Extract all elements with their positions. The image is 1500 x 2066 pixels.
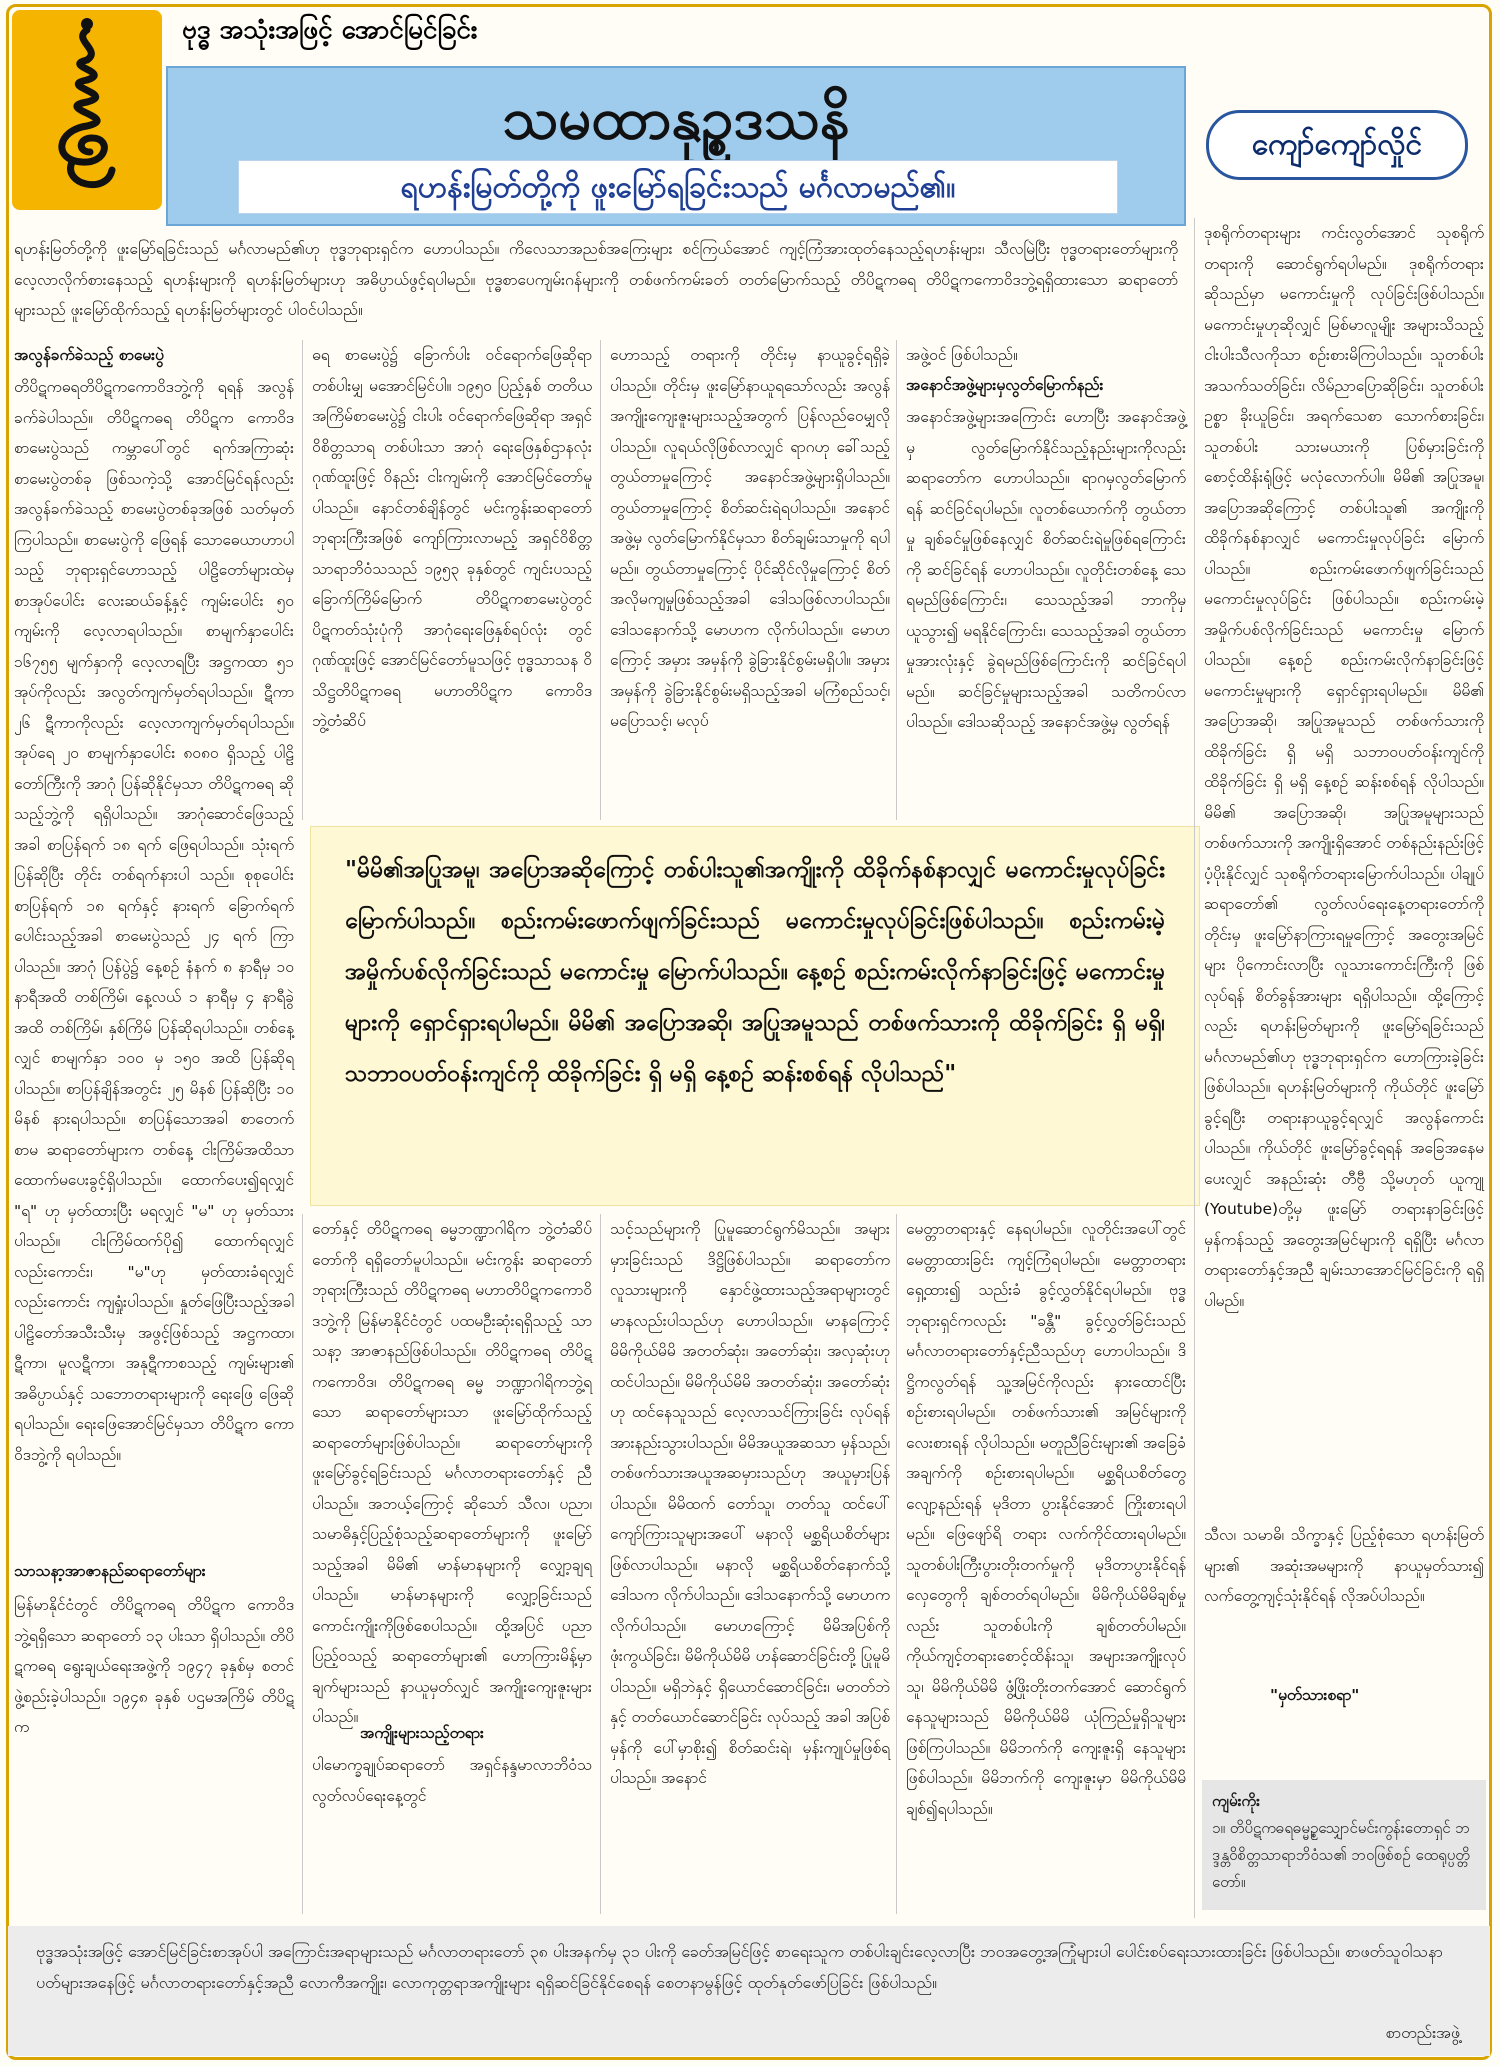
column-5-heading: "မှတ်သားစရာ" xyxy=(1270,1686,1360,1704)
column-5-top: ဒုစရိုက်တရားများ ကင်းလွတ်အောင် သုစရိုက်တရားကို ဆောင်ရွက်ရပါမည်။ ဒုစရိုက်တရားဆိုသည်မှာ မကောင်းမှုကို လုပ်ခြင်းဖြစ်ပါသည်။ မကောင်းမှုဟုဆိုလျှင် မြစ်မာလူမျိုး အများသိသည့် ငါးပါးသီလကိုသာ စဉ်းစားမိကြပါသည်။ သူတစ်ပါး အသက်သတ်ခြင်း၊ လိမ်ညာပြောဆိုခြင်း၊ သူတစ်ပါးဥစ္စာ ခိုးယူခြင်း၊ အရက်သေစာ သောက်စားခြင်း၊ သူတစ်ပါး သားမယားကို ပြစ်မှားခြင်းကို စောင့်ထိန်းရုံဖြင့် မလုံလောက်ပါ။ မိမိ၏ အပြုအမူ၊ အပြောအဆိုကြောင့် တစ်ပါးသူ၏ အကျိုးကို ထိခိုက်နစ်နာလျှင် မကောင်းမှုလုပ်ခြင်း မြောက်ပါသည်။ စည်းကမ်းဖောက်ဖျက်ခြင်းသည် မကောင်းမှုလုပ်ခြင်း ဖြစ်ပါသည်။ စည်းကမ်းမဲ့ အမှိုက်ပစ်လိုက်ခြင်းသည် မကောင်းမှု မြောက်ပါသည်။ နေ့စဉ် စည်းကမ်းလိုက်နာခြင်းဖြင့် မကောင်းမှုများကို ရှောင်ရှားရပါမည်။ မိမိ၏ အပြောအဆို၊ အပြုအမူသည် တစ်ဖက်သားကို ထိခိုက်ခြင်း ရှိ မရှိ သဘာဝပတ်ဝန်းကျင်ကို ထိခိုက်ခြင်း ရှိ မရှိ နေ့စဉ် ဆန်းစစ်ရန် လိုပါသည်။ မိမိ၏ အပြောအဆို၊ အပြုအမူများသည် တစ်ဖက်သားကို အကျိုးရှိအောင် တစ်နည်းနည်းဖြင့် ပံ့ပိုးနိုင်လျှင် သုစရိုက်တရားမြောက်ပါသည်။ ပါချုပ်ဆရာတော်၏ လွတ်လပ်ရေးနေ့တရားတော်ကို တိုင်းမှ ဖူးမြော်နာကြားရမှုကြောင့် အတွေးအမြင်များ ပိုကောင်းလာပြီး လူသားကောင်းကြီးကို ဖြစ်လုပ်ရန် စိတ်ခွန်အားများ ရရှိပါသည်။ ထို့ကြောင့်လည်း ရဟန်းမြတ်များကို ဖူးမြော်ရခြင်းသည် မင်္ဂလာမည်၏ဟု ဗုဒ္ဓဘုရားရှင်က ဟောကြားခဲ့ခြင်း ဖြစ်ပါသည်။ ရဟန်းမြတ်များကို ကိုယ်တိုင် ဖူးမြော်ခွင့်ရပြီး တရားနာယူခွင့်ရလျှင် အလွန်ကောင်းပါသည်။ ကိုယ်တိုင် ဖူးမြော်ခွင့်ရရန် အခြေအနေမပေးလျှင် အနည်းဆုံး တီဗွီ သို့မဟုတ် ယူကျု (Youtube)တို့မှ ဖူးမြော် တရားနာခြင်းဖြင့် မှန်ကန်သည့် အတွေးအမြင်များကို ရရှိပြီး မင်္ဂလာတရားတော်နှင့်အညီ ချမ်းသာအောင်မြင်ခြင်းကို ရရှိပါမည်။ xyxy=(1204,224,1484,1310)
footer-text: ဗုဒ္ဓအသုံးအဖြင့် အောင်မြင်ခြင်းစာအုပ်ပါ အကြောင်းအရာများသည် မင်္ဂလာတရားတော် ၃၈ ပါးအနက်မှ ၃၁ ပါးကို ခေတ်အမြင်ဖြင့် စာရေးသူက တစ်ပါးချင်းလေ့လာပြီး ဘဝအတွေ့အကြုံများပါ ပေါင်းစပ်ရေးသားထားခြင်း ဖြစ်ပါသည်။ စာဖတ်သူဝါသနာပတ်များအနေဖြင့် မင်္ဂလာတရားတော်နှင့်အညီ လောကီအကျိုး၊ လောကုတ္တရာအကျိုးများ ရရှိဆင်ခြင်နိုင်စေရန် စေတနာမွန်ဖြင့် ထုတ်နုတ်ဖော်ပြခြင်း ဖြစ်ပါသည်။ xyxy=(36,1942,1443,1992)
column-rule xyxy=(896,340,897,820)
column-4-top: အဖွဲ့ဝင် ဖြစ်ပါသည်။ xyxy=(906,346,1018,364)
references-heading: ကျမ်းကိုး xyxy=(1212,1792,1260,1810)
column-1-heading-2: သာသနာ့အာဇာနည်ဆရာတော်များ xyxy=(14,1562,206,1580)
column-3-bottom: သင့်သည်များကို ပြုမူဆောင်ရွက်မိသည်။ အများမှားခြင်းသည် ဒိဋ္ဌိဖြစ်ပါသည်။ ဆရာတော်က လူသားများကို နှောင်ဖွဲ့ထားသည့်အရာများတွင် မာနလည်းပါသည်ဟု ဟောပါသည်။ မာနကြောင့် မိမိကိုယ်မိမိ အတတ်ဆုံး၊ အတော်ဆုံး၊ အလှဆုံးဟု ထင်ပါသည်။ မိမိကိုယ်မိမိ အတတ်ဆုံး၊ အတော်ဆုံးဟု ထင်နေသူသည် လေ့လာသင်ကြားခြင်း လုပ်ရန် အားနည်းသွားပါသည်။ မိမိအယူအဆသာ မှန်သည်၊ တစ်ဖက်သားအယူအဆမှားသည်ဟု အယူမှားပြန်ပါသည်။ မိမိထက် တော်သူ၊ တတ်သူ ထင်ပေါ်ကျော်ကြားသူများအပေါ် မနာလို မစ္ဆရိယစိတ်များ ဖြစ်လာပါသည်။ မနာလို မစ္ဆရိယစိတ်နောက်သို့ ဒေါသက လိုက်ပါသည်။ ဒေါသနောက်သို့ မောဟက လိုက်ပါသည်။ မောဟကြောင့် မိမိအပြစ်ကို ဖုံးကွယ်ခြင်း၊ မိမိကိုယ်မိမိ ဟန်ဆောင်ခြင်းတို့ ပြုမူမိပါသည်။ မရှိဘဲနှင့် ရှိယောင်ဆောင်ခြင်း၊ မတတ်ဘဲနှင့် တတ်ယောင်ဆောင်ခြင်း လုပ်သည့် အခါ အပြစ်မှန်ကို ပေါ်မှာစိုး၍ စိတ်ဆင်းရဲ၊ မှန်းကျုပ်မှုဖြစ်ရပါသည်။ အနောင် xyxy=(610,1220,890,1787)
column-4-bottom: မေတ္တာတရားနှင့် နေရပါမည်။ လူတိုင်းအပေါ်တွင် မေတ္တာထားခြင်း ကျင့်ကြံရပါမည်။ မေတ္တာတရားရှေ့ထား၍ သည်းခံ ခွင့်လွှတ်နိုင်ရပါမည်။ ဗုဒ္ဓဘုရားရှင်ကလည်း "ခန္တီ" ခွင့်လွှတ်ခြင်းသည် မင်္ဂလာတရားတော်နှင့်ညီသည်ဟု ဟောပါသည်။ ဒိဋ္ဌိကလွတ်ရန် သူ့အမြင်ကိုလည်း နားထောင်ပြီး စဉ်းစားရပါမည်။ တစ်ဖက်သား၏ အမြင်များကို လေးစားရန် လိုပါသည်။ မတူညီခြင်းများ၏ အခြေခံအချက်ကို စဉ်းစားရပါမည်။ မစ္ဆရိယစိတ်တွေ လျော့နည်းရန် မုဒိတာ ပွားနိုင်အောင် ကြိုးစားရပါမည်။ ဖြေဖျော်ရိ တရား လက်ကိုင်ထားရပါမည်။ သူတစ်ပါးကြီးပွားတိုးတက်မှုကို မုဒိတာပွားနိုင်ရန် လှေတွေကို ချစ်တတ်ရပါမည်။ မိမိကိုယ်မိမိချစ်မှုလည်း သူတစ်ပါးကို ချစ်တတ်ပါမည်။ ကိုယ်ကျင့်တရားစောင့်ထိန်းသူ၊ အများအကျိုးလုပ်သူ၊ မိမိကိုယ်မိမိ ဖွံ့ဖြိုးတိုးတက်အောင် ဆောင်ရွက်နေသူများသည် မိမိကိုယ်မိမိ ယုံကြည်မှုရှိသူများ ဖြစ်ကြပါသည်။ မိမိဘက်ကို ကျေးဇူးရှိ နေသူများ ဖြစ်ပါသည်။ မိမိဘက်ကို ကျေးဇူးမှာ မိမိကိုယ်မိမိ ချစ်၍ရပါသည်။ xyxy=(906,1220,1186,1818)
column-2-tail: ပါမောက္ခချုပ်ဆရာတော် အရှင်နန္ဒမာလာဘိဝံသ လွတ်လပ်ရေးနေ့တွင် xyxy=(312,1756,592,1805)
references-text: ၁။ တိပိဋကဓရဓမ္မဥ္စသျှောင်မင်းကွန်းတောရှင် ဘဒ္ဒန္တဝိစိတ္တသာရာဘိဝံသ၏ ဘဝဖြစ်စဉ် ထေရုပ္ပတ္တိတော်။ xyxy=(1212,1819,1470,1891)
ornament-logo-icon xyxy=(12,10,162,210)
column-1-heading: အလွန်ခက်ခဲသည့် စာမေးပွဲ xyxy=(14,346,164,364)
column-rule xyxy=(600,340,601,820)
series-title: ဗုဒ္ဓ အသုံးအဖြင့် အောင်မြင်ခြင်း xyxy=(182,15,478,45)
references-box xyxy=(1202,1780,1486,1910)
ornament-logo xyxy=(12,10,162,210)
column-2-top: ဓရ စာမေးပွဲ၌ ခြောက်ပါး ဝင်ရောက်ဖြေဆိုရာ တစ်ပါးမျှ မအောင်မြင်ပါ။ ၁၉၅၀ ပြည့်နှစ် တတိယ အကြိမ်စာမေးပွဲ၌ ငါးပါး ဝင်ရောက်ဖြေဆိုရာ အရှင်ဝိစိတ္တသာရ တစ်ပါးသာ အာဂုံ ရေးဖြေနှစ်ဌာနလုံး ဂုဏ်ထူးဖြင့် ဝိနည်း ငါးကျမ်းကို အောင်မြင်တော်မူပါသည်။ နောင်တစ်ချိန်တွင် မင်းကွန်းဆရာတော် ဘုရားကြီးအဖြစ် ကျော်ကြားလာမည့် အရှင်ဝိစိတ္တသာရာဘိဝံသသည် ၁၉၅၃ ခုနှစ်တွင် ကျင်းပသည့် ခြောက်ကြိမ်မြောက် တိပိဋကစာမေးပွဲတွင် ပိဋကတ်သုံးပုံကို အာဂုံရေးဖြေနှစ်ရပ်လုံး တွင် ဂုဏ်ထူးဖြင့် အောင်မြင်တော်မူသဖြင့် ဗုဒ္ဓသာသန ဝိသိဋ္ဌတိပိဋကဓရ မဟာတိပိဋက ကောဝိဒ ဘွဲ့တံဆိပ် xyxy=(312,346,592,730)
column-1-top: တိပိဋကဓရတိပိဋကကောဝိဒဘွဲ့ကို ရရန် အလွန်ခက်ခဲပါသည်။ တိပိဋကဓရ တိပိဋက ကောဝိဒ စာမေးပွဲသည် ကမ္ဘာပေါ်တွင် ရက်အကြာဆုံးစာမေးပွဲတစ်ခု ဖြစ်သကဲ့သို့ အောင်မြင်ရန်လည်း အလွန်ခက်ခဲသည့် စာမေးပွဲတစ်ခုအဖြစ် သတ်မှတ်ကြပါသည်။ စာမေးပွဲကို ဖြေရန် သောဓေယာဟာပါသည့် ဘုရားရှင်ဟောသည့် ပါဠိတော်များထဲမှ စာအုပ်ပေါင်း လေးဆယ်ခန့်နှင့် ကျမ်းပေါင်း ၅၀ ကျမ်းကို လေ့လာရပါသည်။ စာမျက်နှာပေါင်း ၁၆၇၅၅ မျက်နှာကို လေ့လာရပြီး အဋ္ဌကထာ ၅၁ အုပ်ကိုလည်း အလွတ်ကျက်မှတ်ရပါသည်။ ဋီကာ ၂၆ ဋီကာကိုလည်း လေ့လာကျက်မှတ်ရပါသည်။ အုပ်ရေ ၂၀ စာမျက်နှာပေါင်း ၈၀၈၀ ရှိသည့် ပါဠိတော်ကြီးကို အာဂုံ ပြန်ဆိုနိုင်မှသာ တိပိဋကဓရ ဆိုသည့်ဘွဲ့ကို ရရှိပါသည်။ အာဂုံဆောင်ဖြေသည့် အခါ စာပြန်ရက် ၁၈ ရက် ဖြေရပါသည်။ သုံးရက် ပြန်ဆိုပြီး တိုင်း တစ်ရက်နားပါ သည်။ စုစုပေါင်း စာပြန်ရက် ၁၈ ရက်နှင့် နားရက် ခြောက်ရက် ပေါင်းသည့်အခါ စာမေးပွဲသည် ၂၄ ရက် ကြာပါသည်။ အာဂုံ ပြန်ပွဲ၌ နေ့စဉ် နံနက် ၈ နာရီမှ ၁၀ နာရီအထိ တစ်ကြိမ်၊ နေ့လယ် ၁ နာရီမှ ၄ နာရီခွဲအထိ တစ်ကြိမ်၊ နှစ်ကြိမ် ပြန်ဆိုရပါသည်။ တစ်နေ့လျှင် စာမျက်နှာ ၁၀၀ မှ ၁၅၀ အထိ ပြန်ဆိုရပါသည်။ စာပြန်ချိန်အတွင်း ၂၅ မိနစ် ပြန်ဆိုပြီး ၁၀ မိနစ် နားရပါသည်။ စာပြန်သောအခါ စာတေက်စာမ ဆရာတော်များက တစ်နေ့ ငါးကြိမ်အထိသာ ထောက်မပေးခွင့်ရှိပါသည်။ ထောက်ပေး၍ရလျှင် "ရ" ဟု မှတ်ထားပြီး မရလျှင် "မ" ဟု မှတ်သားပါသည်။ ငါးကြိမ်ထက်ပို၍ ထောက်ရလျှင်လည်းကောင်း၊ "မ"ဟု မှတ်ထားခံရလျှင် လည်းကောင်း ကျရှုံးပါသည်။ နှုတ်ဖြေပြီးသည့်အခါ ပါဠိတော်အသီးသီးမှ အဖွင့်ဖြစ်သည့် အဋ္ဌကထာ၊ ဋီကာ၊ မူလဋီကာ၊ အနုဋီကာစသည့် ကျမ်းများ၏ အဓိပ္ပာယ်နှင့် သဘောတရားများကို ရေးဖြေ ဖြေဆိုရပါသည်။ ရေးဖြေအောင်မြင်မှသာ တိပိဋက ကောဝိဒဘွဲ့ကို ရပါသည်။ xyxy=(14,378,294,1464)
column-rule xyxy=(302,340,303,820)
subtitle: ရဟန်းမြတ်တို့ကို ဖူးမြော်ရခြင်းသည် မင်္ဂလာမည်၏။ xyxy=(238,160,1118,214)
footer-note xyxy=(8,1926,1490,2056)
intro-paragraph: ရဟန်းမြတ်တို့ကို ဖူးမြော်ရခြင်းသည် မင်္ဂလာမည်၏ဟု ဗုဒ္ဓဘုရားရှင်က ဟောပါသည်။ ကိလေသာအညစ်အကြေးများ စင်ကြယ်အောင် ကျင့်ကြံအားထုတ်နေသည့်ရဟန်းများ၊ သီလမြဲပြီး ဗုဒ္ဓတရားတော်များကို လေ့လာလိုက်စားနေသည့် ရဟန်းများကို ရဟန်းမြတ်များဟု အဓိပ္ပာယ်ဖွင့်ရပါမည်။ ဗုဒ္ဓစာပေကျမ်းဂန်များကို တစ်ဖက်ကမ်းခတ် တတ်မြောက်သည့် တိပိဋကဓရ တိပိဋကကောဝိဒဘွဲ့ရရှိထားသော ဆရာတော်များသည် ဖူးမြော်ထိုက်သည့် ရဟန်းမြတ်များတွင် ပါဝင်ပါသည်။ xyxy=(14,240,1178,319)
column-4-heading: အနောင်အဖွဲ့များမှလွတ်မြောက်နည်း xyxy=(906,376,1104,394)
column-2-bottom: တော်နှင့် တိပိဋကဓရ ဓမ္မဘဏ္ဍာဂါရိက ဘွဲ့တံဆိပ်တော်ကို ရရှိတော်မူပါသည်။ မင်းကွန်း ဆရာတော်ဘုရားကြီးသည် တိပိဋကဓရ မဟာတိပိဋကကောဝိဒဘွဲ့ကို မြန်မာနိုင်ငံတွင် ပထမဦးဆုံးရရှိသည့် သာသနာ့ အာဇာနည်ဖြစ်ပါသည်။ တိပိဋကဓရ တိပိဋကကောဝိဒ၊ တိပိဋကဓရ ဓမ္မ ဘဏ္ဍာဂါရိကဘွဲ့ရသော ဆရာတော်များသာ ဖူးမြော်ထိုက်သည့် ဆရာတော်များဖြစ်ပါသည်။ ဆရာတော်များကို ဖူးမြော်ခွင့်ရခြင်းသည် မင်္ဂလာတရားတော်နှင့် ညီပါသည်။ အဘယ့်ကြောင့် ဆိုသော် သီလ၊ ပညာ၊ သမာဓိနှင့်ပြည့်စုံသည့်ဆရာတော်များကို ဖူးမြော်သည့်အခါ မိမိ၏ မာန်မာနများကို လျှော့ချရပါသည်။ မာန်မာနများကို လျှော့ခြင်းသည် ကောင်းကျိုးကိုဖြစ်စေပါသည်။ ထို့အပြင် ပညာပြည့်ဝသည့် ဆရာတော်များ၏ ဟောကြားမိန့်မှာချက်များသည် နာယူမှတ်လျှင် အကျိုးကျေးဇူးများပါသည်။ xyxy=(312,1220,592,1726)
column-rule xyxy=(896,1214,897,1914)
main-title: သမထာနုဥ္စဒသနိ xyxy=(502,84,850,152)
title-banner xyxy=(166,66,1186,226)
column-rule xyxy=(302,1214,303,1914)
pull-quote: "မိမိ၏အပြုအမူ၊ အပြောအဆိုကြောင့် တစ်ပါးသူ၏အကျိုးကို ထိခိုက်နစ်နာလျှင် မကောင်းမှုလုပ်ခြင်း မြောက်ပါသည်။ စည်းကမ်းဖောက်ဖျက်ခြင်းသည် မကောင်းမှုလုပ်ခြင်းဖြစ်ပါသည်။ စည်းကမ်းမဲ့ အမှိုက်ပစ်လိုက်ခြင်းသည် မကောင်းမှု မြောက်ပါသည်။ နေ့စဉ် စည်းကမ်းလိုက်နာခြင်းဖြင့် မကောင်းမှုများကို ရှောင်ရှားရပါမည်။ မိမိ၏ အပြောအဆို၊ အပြုအမူသည် တစ်ဖက်သားကို ထိခိုက်ခြင်း ရှိ မရှိ၊ သဘာဝပတ်ဝန်းကျင်ကို ထိခိုက်ခြင်း ရှိ မရှိ နေ့စဉ် ဆန်းစစ်ရန် လိုပါသည်" xyxy=(310,826,1200,1206)
column-rule xyxy=(1194,218,1195,1918)
column-3-top: ဟောသည့် တရားကို တိုင်းမှ နာယူခွင့်ရရှိခဲ့ပါသည်။ တိုင်းမှ ဖူးမြော်နာယူရသော်လည်း အလွန်အကျိုးကျေးဇူးများသည့်အတွက် ပြန်လည်ဝေမျှလိုပါသည်။ လူရယ်လိုဖြစ်လာလျှင် ရာဂဟု ခေါ်သည့် တွယ်တာမှုကြောင့် အနောင်အဖွဲ့များရှိပါသည်။ တွယ်တာမှုကြောင့် စိတ်ဆင်းရဲရပါသည်။ အနောင်အဖွဲ့မှ လွတ်မြောက်နိုင်မှသာ စိတ်ချမ်းသာမှုကို ရပါမည်။ တွယ်တာမှုကြောင့် ပိုင်ဆိုင်လိုမှုကြောင့် စိတ်အလိုမကျမှုဖြစ်သည့်အခါ ဒေါသဖြစ်လာပါသည်။ ဒေါသနောက်သို့ မောဟက လိုက်ပါသည်။ မောဟကြောင့် အမှား အမှန်ကို ခွဲခြားနိုင်စွမ်းမရှိပါ။ အမှား အမှန်ကို ခွဲခြားနိုင်စွမ်းမရှိသည့်အခါ မကြံစည်သင့်၊ မပြောသင့်၊ မလုပ် xyxy=(610,346,890,730)
footer-credit: စာတည်းအဖွဲ့ xyxy=(1385,2023,1460,2042)
column-2-heading: အကျိုးများသည့်တရား xyxy=(360,1724,484,1742)
author-badge: ကျော်ကျော်လှိုင် xyxy=(1206,110,1468,180)
column-rule xyxy=(600,1214,601,1914)
column-5-bottom: သီလ၊ သမာဓိ၊ သိက္ခာနှင့် ပြည့်စုံသော ရဟန်းမြတ်များ၏ အဆုံးအမများကို နာယူမှတ်သား၍ လက်တွေ့ကျင့်သုံးနိုင်ရန် လိုအပ်ပါသည်။ xyxy=(1204,1526,1484,1605)
column-1-bottom: မြန်မာနိုင်ငံတွင် တိပိဋကဓရ တိပိဋက ကောဝိဒ ဘွဲ့ရရှိသော ဆရာတော် ၁၃ ပါးသာ ရှိပါသည်။ တိပိဋကဓရ ရွေးချယ်ရေးအဖွဲ့ကို ၁၉၄၇ ခုနှစ်မှ စတင်ဖွဲ့စည်းခဲ့ပါသည်။ ၁၉၄၈ ခုနှစ် ပဌမအကြိမ် တိပိဋက xyxy=(14,1596,294,1736)
column-4-body: အနောင်အဖွဲ့များအကြောင်း ဟောပြီး အနောင်အဖွဲ့မှ လွတ်မြောက်နိုင်သည့်နည်းများကိုလည်း ဆရာတော်က ဟောပါသည်။ ရာဂမှလွတ်မြောက်ရန် ဆင်ခြင်ရပါမည်။ လူတစ်ယောက်ကို တွယ်တာမှု ချစ်ခင်မှုဖြစ်နေလျှင် စိတ်ဆင်းရဲမှုဖြစ်ရကြောင်းကို ဆင်ခြင်ရန် ဟောပါသည်။ လူတိုင်းတစ်နေ့ သေရမည်ဖြစ်ကြောင်း၊ သေသည့်အခါ ဘာကိုမှယူသွား၍ မရနိုင်ကြောင်း၊ သေသည့်အခါ တွယ်တာမှုအားလုံးနှင့် ခွဲရမည်ဖြစ်ကြောင်းကို ဆင်ခြင်ရပါမည်။ ဆင်ခြင်မှုများသည့်အခါ သတိကပ်လာပါသည်။ ဒေါသဆိုသည့် အနောင်အဖွဲ့မှ လွတ်ရန် xyxy=(906,408,1186,731)
